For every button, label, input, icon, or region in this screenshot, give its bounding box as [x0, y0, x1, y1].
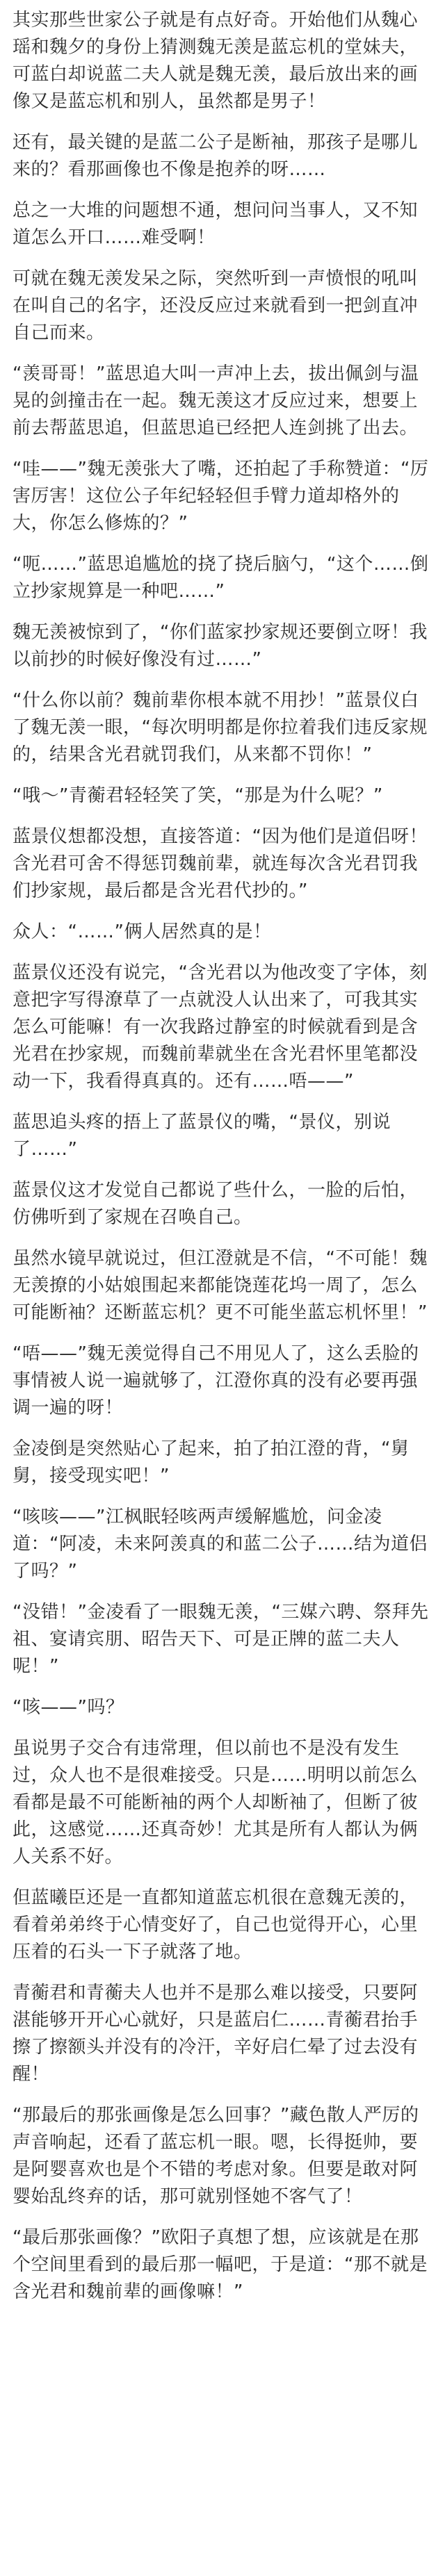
paragraph: “呃……”蓝思追尴尬的挠了挠后脑勺，“这个……倒立抄家规算是一种吧……” [13, 554, 429, 602]
paragraph: 虽说男子交合有违常理，但以前也不是没有发生过，众人也不是很难接受。只是……明明以前怎么看都是最不可能断袖的两个人却断袖了，但断了彼此，这感觉……还真奇妙！尤其是所有人都认为俩人关系不好。 [13, 1738, 419, 1867]
paragraph: “羡哥哥！”蓝思追大叫一声冲上去，拔出佩剑与温晃的剑撞击在一起。魏无羡这才反应过来，想要上前去帮蓝思追，但蓝思追已经把人连剑挑了出去。 [13, 363, 419, 438]
paragraph: 虽然水镜早就说过，但江澄就是不信，“不可能！魏无羡撩的小姑娘围起来都能饶莲花坞一周了，怎么可能断袖？还断蓝忘机？更不可能坐蓝忘机怀里！” [13, 1248, 428, 1323]
paragraph: 青蘅君和青蘅夫人也并不是那么难以接受，只要阿湛能够开开心心就好，只是蓝启仁……青蘅君抬手擦了擦额头并没有的冷汗，辛好启仁晕了过去没有醒！ [13, 1983, 419, 2085]
paragraph: “唔——”魏无羡觉得自己不用见人了，这么丢脸的事情被人说一遍就够了，江澄你真的没有必要再强调一遍的呀！ [13, 1343, 419, 1418]
paragraph: “什么你以前？魏前辈你根本就不用抄！”蓝景仪白了魏无羡一眼，“每次明明都是你拉着我们违反家规的，结果含光君就罚我们，从来都不罚你！” [13, 690, 428, 765]
paragraph: 蓝景仪想都没想，直接答道：“因为他们是道侣呀！含光君可舍不得惩罚魏前辈，就连每次含光君罚我们抄家规，最后都是含光君代抄的。” [13, 826, 428, 901]
paragraph: 可就在魏无羡发呆之际，突然听到一声愤恨的吼叫在叫自己的名字，还没反应过来就看到一把剑直冲自己而来。 [13, 268, 419, 343]
paragraph: 金凌倒是突然贴心了起来，拍了拍江澄的背，“舅舅，接受现实吧！” [13, 1438, 410, 1486]
paragraph: “最后那张画像？”欧阳子真想了想，应该就是在那个空间里看到的最后那一幅吧，于是道：“那不就是含光君和魏前辈的画像嘛！” [13, 2227, 428, 2302]
paragraph: “哇——”魏无羡张大了嘴，还拍起了手称赞道：“厉害厉害！这位公子年纪轻轻但手臂力道却格外的大，你怎么修炼的？” [13, 459, 429, 534]
paragraph: 蓝景仪这才发觉自己都说了些什么，一脸的后怕，仿佛听到了家规在召唤自己。 [13, 1180, 419, 1228]
paragraph: “没错！”金凌看了一眼魏无羡，“三媒六聘、祭拜先祖、宴请宾朋、昭告天下、可是正牌的蓝二夫人呢！” [13, 1602, 429, 1677]
paragraph: “那最后的那张画像是怎么回事？”藏色散人严厉的声音响起，还看了蓝忘机一眼。嗯，长得挺帅，要是阿婴喜欢也是个不错的考虑对象。但要是敢对阿婴始乱终弃的话，那可就别怪她不客气了！ [13, 2105, 419, 2207]
paragraph: “咳咳——”江枫眠轻咳两声缓解尴尬，问金凌道：“阿凌，未来阿羡真的和蓝二公子……结为道侣了吗？” [13, 1507, 428, 1582]
paragraph: 蓝思追头疼的捂上了蓝景仪的嘴，“景仪，别说了……” [13, 1112, 391, 1160]
paragraph: 其实那些世家公子就是有点好奇。开始他们从魏心瑶和魏夕的身份上猜测魏无羡是蓝忘机的堂妹夫，可蓝白却说蓝二夫人就是魏无羡，最后放出来的画像又是蓝忘机和别人，虽然都是男子！ [13, 10, 419, 112]
paragraph: 总之一大堆的问题想不通，想问问当事人，又不知道怎么开口……难受啊！ [13, 200, 419, 248]
paragraph: 蓝景仪还没有说完，“含光君以为他改变了字体，刻意把字写得潦草了一点就没人认出来了，可我其实怎么可能嘛！有一次我路过静室的时候就看到是含光君在抄家规，而魏前辈就坐在含光君怀里笔都没动一下，我看得真真的。还有……唔——” [13, 962, 428, 1092]
paragraph: “咳——”吗？ [13, 1697, 124, 1718]
paragraph: 还有，最关键的是蓝二公子是断袖，那孩子是哪儿来的？看那画像也不像是抱养的呀…… [13, 132, 419, 180]
paragraph: 魏无羡被惊到了，“你们蓝家抄家规还要倒立呀！我以前抄的时候好像没有过……” [13, 622, 428, 670]
paragraph: “哦～”青蘅君轻轻笑了笑，“那是为什么呢？” [13, 785, 383, 806]
paragraph: 众人：“……”俩人居然真的是！ [13, 921, 272, 942]
paragraph: 但蓝曦臣还是一直都知道蓝忘机很在意魏无羡的，看着弟弟终于心情变好了，自己也觉得开心，心里压着的石头一下子就落了地。 [13, 1887, 419, 1962]
